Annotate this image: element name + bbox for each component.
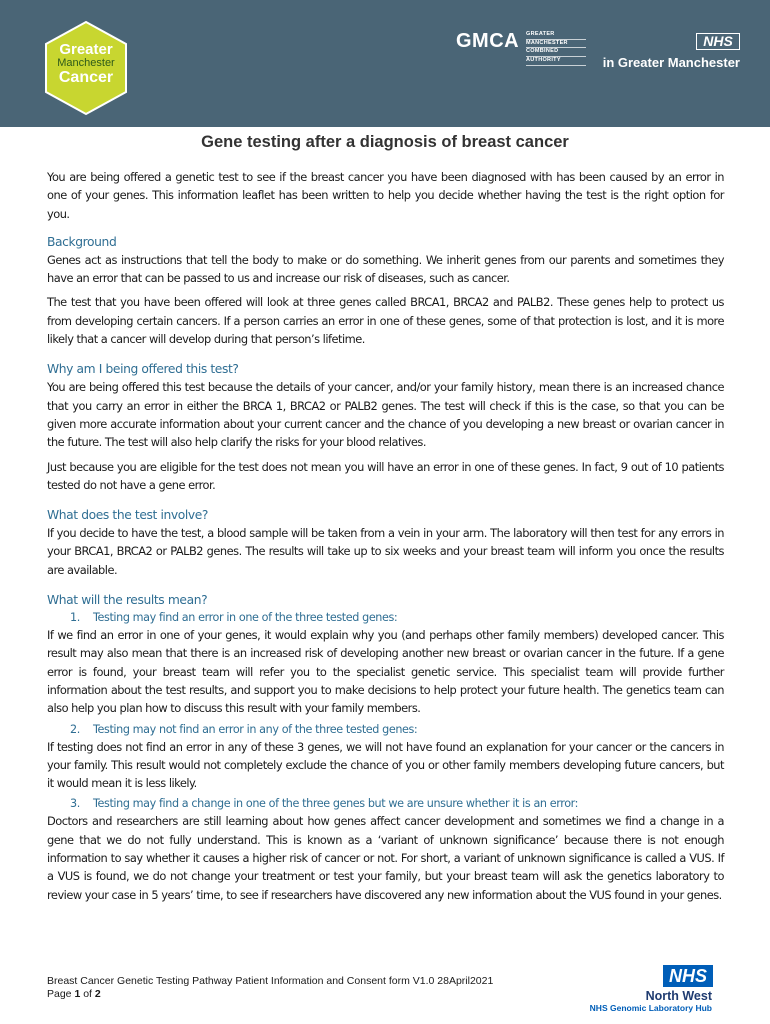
nhs-region: North West (645, 989, 712, 1003)
page-current: 1 (74, 988, 81, 1000)
nhs-north-west-logo: NHS (663, 965, 713, 987)
page-total: 2 (94, 988, 101, 1000)
page-number (47, 988, 493, 1001)
nhs-genomic-hub: NHS Genomic Laboratory Hub (589, 1003, 712, 1013)
nhs-logo: NHS (696, 33, 740, 50)
gmca-wordmark: GMCA (456, 30, 520, 52)
result-paragraph-1: If we find an error in one of your genes, it would explain why you (and perhaps other family members) developed cancer. This result may also mean that there is an increased risk of developing another new breast or ovarian cancer in the future. If a gene error is found, your breast team will refer you to the specialist genetic service. This specialist team will provide further information about the test results, and support you to make decisions to help protect your future health. The genetics team can also help you plan how to discuss this result with your family members. (47, 628, 724, 716)
result-number: 1. (70, 611, 80, 625)
section-heading-results: What will the results mean? (47, 593, 208, 608)
result-heading-2 (70, 721, 724, 738)
page-of: of (80, 988, 95, 1000)
result-heading-1 (70, 609, 724, 626)
gmca-sub-line: COMBINED (526, 48, 586, 57)
footer (47, 975, 493, 1001)
logo-text (44, 42, 128, 86)
section-heading-involve: What does the test involve? (47, 508, 209, 523)
logo-line-3: Cancer (58, 69, 114, 86)
result-heading-text: Testing may find an error in one of the three tested genes: (93, 611, 398, 625)
result-number: 3. (70, 797, 80, 811)
result-heading-3 (70, 795, 724, 812)
result-paragraph-3: Doctors and researchers are still learning about how genes affect cancer development and sometimes we find a change in a gene that we do not fully understand. This is known as a ‘variant of unknown significance’ because there is not enough information to say whether it causes a higher risk of cancer or not. For short, a variant of unknown significance is called a VUS. If a VUS is found, we do not change your treatment or test your family, but your breast team will ask the genetics laboratory to review your case in 5 years’ time, to see if researchers have discovered any new information about the VUS found in your genes. (47, 814, 724, 902)
nhs-tagline: in Greater Manchester (602, 55, 740, 70)
gmca-sub-line: GREATER (526, 31, 586, 40)
result-paragraph-2: If testing does not find an error in any of these 3 genes, we will not have found an explanation for your cancer or the cancers in your family. This result would not completely exclude the chance of you or other family members developing future cancers, but it would mean it is less likely. (47, 739, 724, 791)
section-heading-why: Why am I being offered this test? (47, 362, 239, 377)
document-body (47, 168, 724, 907)
why-paragraph-1: You are being offered this test because the details of your cancer, and/or your family history, mean there is an increased chance that you carry an error in either the BRCA 1, BRCA2 or PALB2 genes. The test will check if this is the case, so that you can be given more accurate information about your current cancer and the chance of you developing a new breast or ovarian cancer in the future. The test will also help clarify the risks for your blood relatives. (47, 380, 724, 450)
footer-doc-reference: Breast Cancer Genetic Testing Pathway Patient Information and Consent form V1.0 28April2021 (47, 975, 494, 987)
involve-paragraph: If you decide to have the test, a blood sample will be taken from a vein in your arm. The laboratory will then test for any errors in your BRCA1, BRCA2 or PALB2 genes. The results will take up to six weeks and your breast team will inform you once the results are available. (47, 526, 724, 577)
background-paragraph-1: Genes act as instructions that tell the body to make or do something. We inherit genes from our parents and sometimes they have an error that can be passed to us and increase our risk of diseases, such as cancer. (47, 252, 724, 286)
gmca-sub-line: MANCHESTER (526, 40, 586, 49)
logo-line-2: Manchester (57, 57, 115, 69)
result-heading-text: Testing may not find an error in any of the three tested genes: (93, 722, 418, 736)
result-number: 2. (70, 722, 80, 736)
why-paragraph-2: Just because you are eligible for the test does not mean you will have an error in one of these genes. In fact, 9 out of 10 patients tested do not have a gene error. (47, 459, 724, 492)
section-heading-background: Background (47, 234, 117, 249)
gmca-sub-line: AUTHORITY (526, 57, 586, 66)
result-heading-text: Testing may find a change in one of the three genes but we are unsure whether it is an error: (93, 797, 579, 811)
page-title: Gene testing after a diagnosis of breast cancer (201, 133, 569, 151)
greater-manchester-cancer-logo (44, 20, 128, 116)
logo-line-1: Greater (59, 41, 113, 58)
background-paragraph-2: The test that you have been offered will look at three genes called BRCA1, BRCA2 and PALB2. These genes help to protect us from developing certain cancers. If a person carries an error in one of these genes, some of that protection is lost, and it is more likely that a cancer will develop during that person’s lifetime. (47, 295, 724, 347)
intro-paragraph: You are being offered a genetic test to see if the breast cancer you have been diagnosed with has been caused by an error in one of your genes. This information leaflet has been written to help you decide whether having the test is the right option for you. (47, 170, 724, 221)
page-prefix: Page (47, 988, 75, 1000)
